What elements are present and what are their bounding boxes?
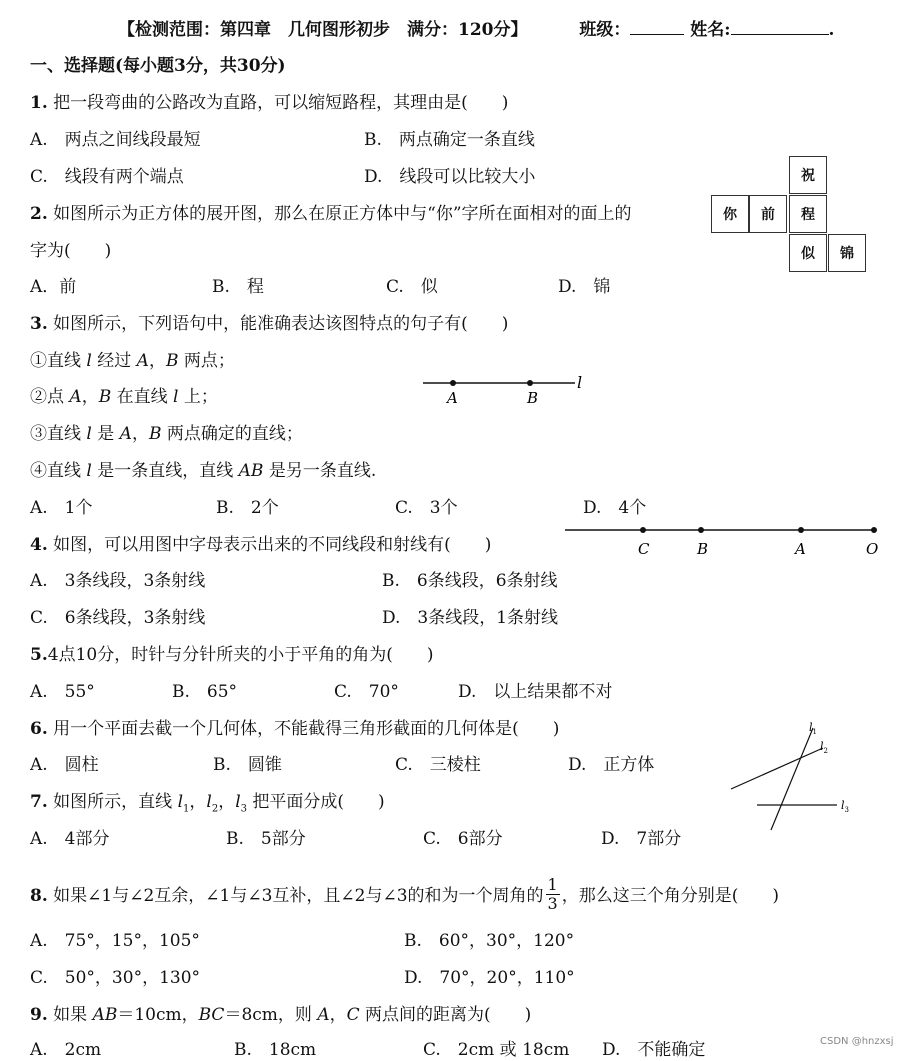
q4-label-b: B [697, 540, 709, 558]
q9-number: 9. [30, 1005, 48, 1025]
q3-statement-4: ④直线 l 是一条直线，直线 AB 是另一条直线. [30, 461, 377, 481]
section-title: 一、选择题(每小题3分，共30分) [30, 56, 286, 76]
net-face-ni: 你 [711, 195, 749, 233]
q4-point-c [640, 527, 646, 533]
q9-option-c[interactable]: C. 2cm 或 18cm [423, 1040, 570, 1060]
q5-number: 5. [30, 645, 48, 665]
q3-label-b: B [527, 389, 539, 407]
q3-label-a: A [447, 389, 458, 407]
q4-point-o [871, 527, 877, 533]
question-3 [30, 313, 508, 335]
header-end: . [828, 20, 835, 40]
exam-scope: 【检测范围：第四章 几何图形初步 满分：120分】 [118, 20, 528, 40]
q2-option-c[interactable]: C. 似 [386, 277, 438, 297]
q1-stem: 把一段弯曲的公路改为直路，可以缩短路程，其理由是( ) [53, 93, 509, 113]
q1-option-c[interactable]: C. 线段有两个端点 [30, 167, 184, 187]
question-6 [30, 718, 559, 740]
q7-figure [725, 718, 865, 836]
q3-statement-2: ②点 A，B 在直线 l 上； [30, 387, 218, 407]
q2-option-b[interactable]: B. 程 [212, 277, 264, 297]
watermark: CSDN @hnzxsj [820, 1036, 894, 1047]
q1-option-d[interactable]: D. 线段可以比较大小 [364, 167, 536, 187]
question-8: 8. 如果∠1与∠2互余，∠1与∠3互补，且∠2与∠3的和为一个周角的 $\frac{1}{3}$ ，那么这三个角分别是( ) [30, 875, 779, 913]
q3-option-b[interactable]: B. 2个 [216, 498, 279, 518]
q4-stem: 如图，可以用图中字母表示出来的不同线段和射线有( ) [53, 535, 492, 555]
q7-option-c[interactable]: C. 6部分 [423, 829, 503, 849]
q1-option-b[interactable]: B. 两点确定一条直线 [364, 130, 535, 150]
q3-option-c[interactable]: C. 3个 [395, 498, 458, 518]
q3-option-a[interactable]: A. 1个 [30, 498, 93, 518]
q8-option-a[interactable]: A. 75°，15°，105° [30, 931, 200, 951]
q3-statement-3: ③直线 l 是 A，B 两点确定的直线； [30, 424, 303, 444]
class-label: 班级： [579, 20, 631, 40]
q2-option-d[interactable]: D. 锦 [558, 277, 611, 297]
question-7: 7. 如图所示，直线 $l_1$，$l_2$，$l_3$ 把平面分成( ) [30, 792, 385, 815]
q4-option-b[interactable]: B. 6条线段，6条射线 [382, 571, 558, 591]
q4-figure [560, 518, 890, 560]
q2-option-a[interactable]: A．前 [30, 277, 77, 297]
q5-option-c[interactable]: C. 70° [334, 682, 399, 702]
q4-label-c: C [638, 540, 650, 558]
q3-statement-1: ①直线 l 经过 A，B 两点； [30, 351, 235, 371]
q5-option-b[interactable]: B. 65° [172, 682, 238, 702]
q4-label-a: A [795, 540, 806, 558]
q7-label-l2: $l_2$ [820, 740, 828, 755]
q8-option-b[interactable]: B. 60°，30°，120° [404, 931, 575, 951]
net-face-jin: 锦 [828, 234, 866, 272]
q6-option-c[interactable]: C. 三棱柱 [395, 755, 481, 775]
q9-option-d[interactable]: D. 不能确定 [602, 1040, 706, 1060]
q8-fraction: $\frac{1}{3}$ [547, 875, 558, 913]
q3-stem: 如图所示，下列语句中，能准确表达该图特点的句子有( ) [53, 314, 509, 334]
q7-option-b[interactable]: B. 5部分 [226, 829, 306, 849]
q4-option-d[interactable]: D. 3条线段，1条射线 [382, 608, 559, 628]
q5-option-a[interactable]: A. 55° [30, 682, 95, 702]
q6-option-d[interactable]: D. 正方体 [568, 755, 655, 775]
q7-line-l2 [731, 748, 823, 789]
q8-option-d[interactable]: D. 70°，20°，110° [404, 968, 575, 988]
q7-number: 7. [30, 792, 48, 812]
net-face-qian: 前 [749, 195, 787, 233]
q5-stem: 4点10分，时针与分针所夹的小于平角的角为( ) [47, 645, 434, 665]
q4-point-a [798, 527, 804, 533]
q6-option-a[interactable]: A. 圆柱 [30, 755, 99, 775]
q4-number: 4. [30, 535, 48, 555]
q4-option-c[interactable]: C. 6条线段，3条射线 [30, 608, 206, 628]
q3-number: 3. [30, 314, 48, 334]
net-face-si: 似 [789, 234, 827, 272]
q4-label-o: O [866, 540, 879, 558]
question-2 [30, 203, 632, 225]
q7-option-a[interactable]: A. 4部分 [30, 829, 110, 849]
q3-point-a [450, 380, 456, 386]
q6-option-b[interactable]: B. 圆锥 [213, 755, 282, 775]
class-blank[interactable] [630, 18, 684, 35]
question-1 [30, 92, 508, 114]
q3-label-l: l [577, 373, 583, 392]
q2-stem-line1: 如图所示为正方体的展开图，那么在原正方体中与“你”字所在面相对的面上的 [53, 204, 632, 224]
net-face-cheng: 程 [789, 195, 827, 233]
q2-number: 2. [30, 204, 48, 224]
question-4 [30, 534, 491, 556]
q6-number: 6. [30, 719, 48, 739]
question-9: 9. 如果 AB＝10cm，BC＝8cm，则 A，C 两点间的距离为( ) [30, 1005, 532, 1025]
q6-stem: 用一个平面去截一个几何体，不能截得三角形截面的几何体是( ) [53, 719, 560, 739]
q1-option-a[interactable]: A. 两点之间线段最短 [30, 130, 201, 150]
q7-line-l1 [771, 728, 813, 830]
q8-number: 8. [30, 886, 48, 906]
q9-option-a[interactable]: A. 2cm [30, 1040, 102, 1060]
q3-point-b [527, 380, 533, 386]
q2-stem-line2: 字为( ) [30, 241, 112, 261]
q9-option-b[interactable]: B. 18cm [234, 1040, 317, 1060]
exam-header [118, 18, 834, 41]
q3-figure [415, 370, 595, 410]
name-label: 姓名: [690, 20, 731, 40]
question-5 [30, 644, 433, 666]
q4-option-a[interactable]: A. 3条线段，3条射线 [30, 571, 206, 591]
name-blank[interactable] [731, 18, 829, 35]
net-face-zhu: 祝 [789, 156, 827, 194]
q7-label-l1: $l_1$ [809, 721, 817, 736]
q1-number: 1. [30, 93, 48, 113]
q7-option-d[interactable]: D. 7部分 [601, 829, 682, 849]
q5-option-d[interactable]: D. 以上结果都不对 [458, 682, 613, 702]
q4-point-b [698, 527, 704, 533]
q7-label-l3: $l_3$ [841, 799, 849, 814]
q3-option-d[interactable]: D. 4个 [583, 498, 647, 518]
q8-option-c[interactable]: C. 50°，30°，130° [30, 968, 201, 988]
